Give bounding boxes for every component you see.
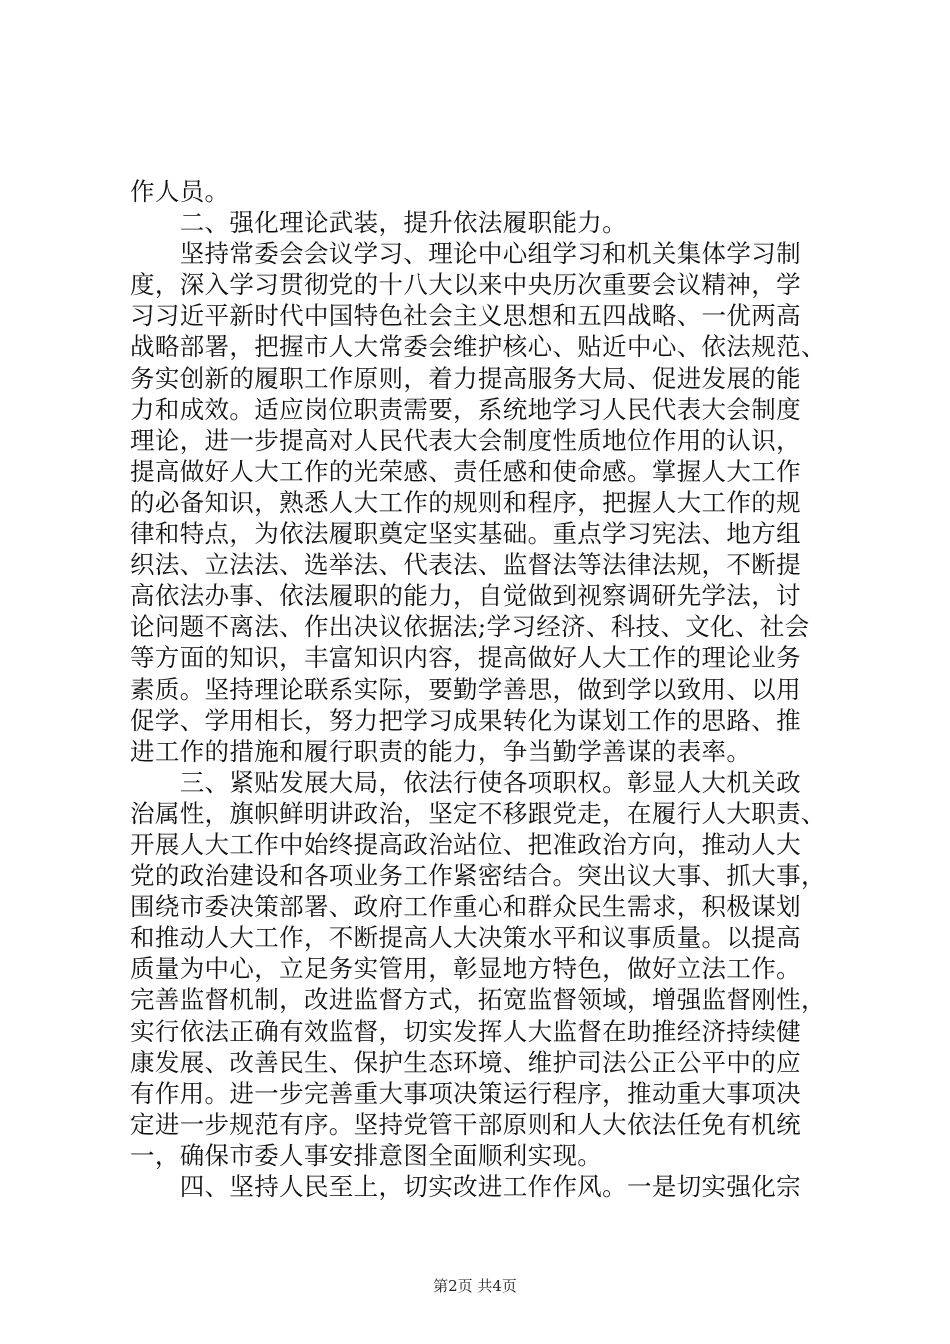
text-line: 力和成效。适应岗位职责需要，系统地学习人民代表大会制度 [130,394,801,424]
text-line: 进工作的措施和履行职责的能力，争当勤学善谋的表率。 [130,736,752,766]
text-line: 习习近平新时代中国特色社会主义思想和五四战略、一优两高 [130,301,801,331]
text-line: 和推动人大工作，不断提高人大决策水平和议事质量。以提高 [130,923,801,953]
text-line: 理论，进一步提高对人民代表大会制度性质地位作用的认识， [130,425,801,455]
text-line: 织法、立法法、选举法、代表法、监督法等法律法规，不断提 [130,550,801,580]
text-line: 坚持常委会会议学习、理论中心组学习和机关集体学习制 [130,239,801,269]
text-line: 一，确保市委人事安排意图全面顺利实现。 [130,1140,603,1170]
text-line: 提高做好人大工作的光荣感、责任感和使命感。掌握人大工作 [130,456,801,486]
text-line: 定进一步规范有序。坚持党管干部原则和人大依法任免有机统 [130,1109,801,1139]
text-line: 二、强化理论武装，提升依法履职能力。 [130,208,627,238]
text-line: 开展人大工作中始终提高政治站位、把准政治方向，推动人大 [130,829,801,859]
text-line: 促学、学用相长，努力把学习成果转化为谋划工作的思路、推 [130,705,801,735]
text-line: 有作用。进一步完善重大事项决策运行程序，推动重大事项决 [130,1078,801,1108]
text-line: 质量为中心，立足务实管用，彰显地方特色，做好立法工作。 [130,954,801,984]
text-line: 素质。坚持理论联系实际，要勤学善思，做到学以致用、以用 [130,674,801,704]
page-number-footer: 第2页 共4页 [433,1277,517,1295]
text-line: 三、紧贴发展大局，依法行使各项职权。彰显人大机关政 [130,767,801,797]
text-line: 完善监督机制，改进监督方式，拓宽监督领域，增强监督刚性， [130,985,826,1015]
text-line: 高依法办事、依法履职的能力，自觉做到视察调研先学法，讨 [130,581,801,611]
text-line: 律和特点，为依法履职奠定坚实基础。重点学习宪法、地方组 [130,519,801,549]
text-line: 实行依法正确有效监督，切实发挥人大监督在助推经济持续健 [130,1016,801,1046]
text-line: 度，深入学习贯彻党的十八大以来中央历次重要会议精神，学 [130,270,801,300]
text-line: 作人员。 [130,177,230,206]
text-line: 四、坚持人民至上，切实改进工作作风。一是切实强化宗 [130,1172,801,1201]
text-line: 等方面的知识，丰富知识内容，提高做好人大工作的理论业务 [130,643,801,673]
text-line: 康发展、改善民生、保护生态环境、维护司法公正公平中的应 [130,1047,801,1077]
text-line: 务实创新的履职工作原则，着力提高服务大局、促进发展的能 [130,363,801,393]
text-line: 党的政治建设和各项业务工作紧密结合。突出议大事、抓大事， [130,861,826,891]
text-line: 围绕市委决策部署、政府工作重心和群众民生需求，积极谋划 [130,892,801,922]
document-body [130,176,830,1202]
text-line: 的必备知识，熟悉人大工作的规则和程序，把握人大工作的规 [130,487,801,517]
text-line: 治属性，旗帜鲜明讲政治，坚定不移跟党走，在履行人大职责、 [130,798,826,828]
text-line: 战略部署，把握市人大常委会维护核心、贴近中心、依法规范、 [130,332,826,362]
text-line: 论问题不离法、作出决议依据法;学习经济、科技、文化、社会 [130,612,810,642]
